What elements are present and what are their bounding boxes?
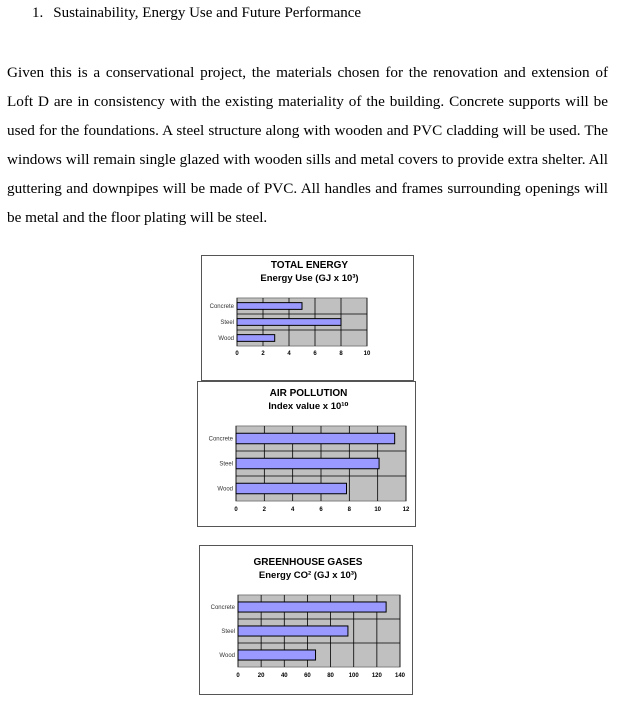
- bar-steel: [237, 319, 341, 326]
- x-tick-label: 60: [304, 673, 311, 679]
- category-label-steel: Steel: [219, 461, 233, 468]
- x-tick-label: 2: [261, 351, 265, 357]
- greenhouse-gases-svg: [200, 546, 412, 694]
- chart-subtitle: Energy CO² (GJ x 10³): [258, 570, 358, 581]
- bar-steel: [236, 458, 379, 469]
- x-tick-label: 100: [348, 673, 359, 679]
- x-tick-label: 10: [374, 507, 382, 513]
- x-tick-label: 0: [234, 507, 238, 513]
- x-tick-label: 8: [339, 351, 343, 357]
- x-tick-label: 0: [236, 673, 240, 679]
- category-label-concrete: Concrete: [210, 605, 235, 611]
- chart-title: GREENHOUSE GASES: [253, 557, 363, 568]
- bar-wood: [238, 650, 316, 660]
- category-label-steel: Steel: [221, 629, 235, 635]
- section-heading: [32, 5, 361, 22]
- chart-greenhouse-gases: [199, 545, 413, 695]
- x-tick-label: 120: [371, 673, 382, 679]
- body-paragraph: Given this is a conservational project, the materials chosen for the renovation and extension of Loft D are in consistency with the existing materiality of the building. Concrete supports will be used for the foundations. A steel structure along with wooden and PVC cladding will be used. The windows will remain single glazed with wooden sills and metal covers to provide extra shelter. All guttering and downpipes will be made of PVC. All handles and frames surrounding openings will be metal and the floor plating will be steel.: [7, 64, 608, 226]
- x-tick-label: 20: [257, 673, 265, 679]
- chart-total-energy: [201, 255, 414, 381]
- total-energy-svg: [202, 256, 413, 380]
- category-label-wood: Wood: [217, 486, 233, 493]
- category-label-wood: Wood: [218, 336, 234, 342]
- category-label-concrete: Concrete: [209, 304, 234, 310]
- section-title: Sustainability, Energy Use and Future Performance: [53, 5, 362, 21]
- x-tick-label: 2: [262, 507, 267, 513]
- x-tick-label: 12: [402, 507, 410, 513]
- chart-title: TOTAL ENERGY: [270, 260, 349, 271]
- x-tick-label: 80: [327, 673, 334, 679]
- x-tick-label: 0: [235, 351, 239, 357]
- bar-wood: [236, 483, 347, 494]
- x-tick-label: 4: [287, 351, 291, 357]
- x-tick-label: 4: [290, 507, 295, 513]
- x-tick-label: 8: [347, 507, 352, 513]
- bar-concrete: [236, 433, 395, 444]
- x-tick-label: 40: [280, 673, 288, 679]
- category-label-steel: Steel: [220, 320, 234, 326]
- x-tick-label: 6: [313, 351, 317, 357]
- chart-subtitle: Index value x 10¹⁰: [268, 401, 349, 412]
- x-tick-label: 6: [319, 507, 323, 513]
- chart-title: AIR POLLUTION: [269, 388, 348, 399]
- bar-steel: [238, 626, 348, 636]
- bar-wood: [237, 335, 275, 342]
- bar-concrete: [237, 303, 302, 310]
- x-tick-label: 140: [394, 673, 406, 679]
- category-label-wood: Wood: [219, 653, 235, 659]
- category-label-concrete: Concrete: [208, 436, 233, 443]
- air-pollution-svg: [198, 382, 415, 526]
- bar-concrete: [238, 602, 386, 612]
- chart-air-pollution: [197, 381, 416, 527]
- section-number: 1.: [32, 5, 44, 21]
- x-tick-label: 10: [363, 351, 371, 357]
- chart-subtitle: Energy Use (GJ x 10³): [260, 273, 359, 284]
